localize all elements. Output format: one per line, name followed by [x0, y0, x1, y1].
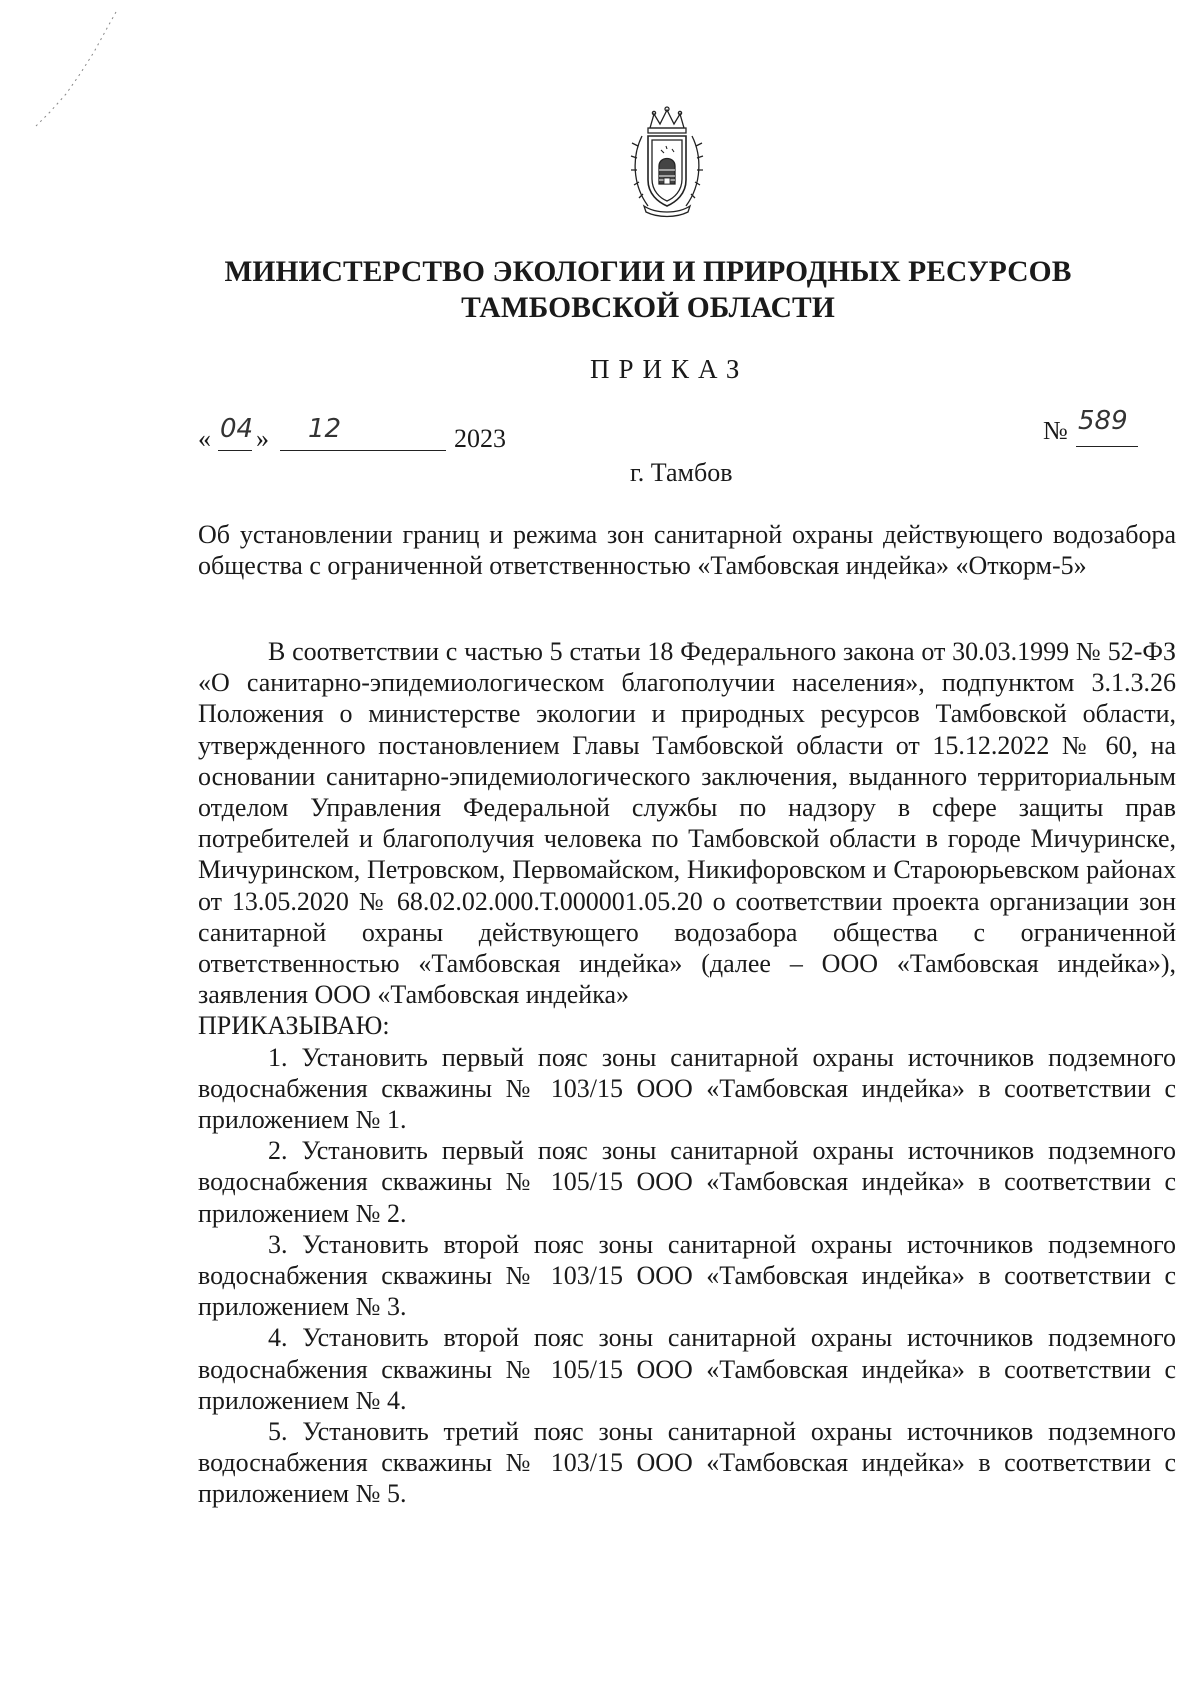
coat-of-arms-emblem	[628, 106, 706, 218]
order-item-2: 2. Установить первый пояс зоны санитарной охраны источников подземного водоснабжения скважины № 105/15 ООО «Тамбовская индейка» в соответствии с приложением № 2.	[198, 1136, 1176, 1228]
scan-artifact	[28, 8, 118, 128]
order-item-4: 4. Установить второй пояс зоны санитарной охраны источников подземного водоснабжения скважины № 105/15 ООО «Тамбовская индейка» в соответствии с приложением № 4.	[198, 1323, 1176, 1415]
document-subject: Об установлении границ и режима зон санитарной охраны действующего водозабора общества с ограниченной ответственностью «Тамбовская индейка» «Откорм-5»	[198, 520, 1176, 580]
ministry-name-line2: ТАМБОВСКОЙ ОБЛАСТИ	[461, 292, 835, 324]
number-label: №	[1043, 416, 1068, 445]
preamble-paragraph: В соответствии с частью 5 статьи 18 Федерального закона от 30.03.1999 № 52-ФЗ «О санитарно-эпидемиологическом благополучии населения», подпунктом 3.1.3.26 Положения о министерстве экологии и природных ресурсов Тамбовской области, утвержденного постановлением Главы Тамбовской области от 15.12.2022 № 60, на основании санитарно-эпидемиологического заключения, выданного территориальным отделом Управления Федеральной службы по надзору в сфере защиты прав потребителей и благополучия человека по Тамбовской области в городе Мичуринске, Мичуринском, Петровском, Первомайском, Никифоровском и Староюрьевском районах от 13.05.2020 № 68.02.02.000.Т.000001.05.20 о соответствии проекта организации зон санитарной охраны действующего водозабора общества с ограниченной ответственностью «Тамбовская индейка» (далее – ООО «Тамбовская индейка»), заявления ООО «Тамбовская индейка»	[198, 637, 1176, 1010]
order-item-1: 1. Установить первый пояс зоны санитарной охраны источников подземного водоснабжения скважины № 103/15 ООО «Тамбовская индейка» в соответствии с приложением № 1.	[198, 1042, 1176, 1135]
order-item-5: 5. Установить третий пояс зоны санитарной охраны источников подземного водоснабжения скважины № 103/15 ООО «Тамбовская индейка» в соответствии с приложением № 5.	[198, 1417, 1176, 1509]
date-month-handwritten: 12	[308, 414, 342, 444]
document-type-title: ПРИКАЗ	[590, 354, 749, 384]
order-word: ПРИКАЗЫВАЮ:	[198, 1011, 390, 1041]
document-date	[198, 414, 1098, 460]
date-quote-open: «	[198, 424, 211, 453]
date-day-handwritten: 04	[220, 414, 254, 444]
order-item-3: 3. Установить второй пояс зоны санитарной охраны источников подземного водоснабжения скважины № 103/15 ООО «Тамбовская индейка» в соответствии с приложением № 3.	[198, 1229, 1176, 1322]
ministry-name-line1: МИНИСТЕРСТВО ЭКОЛОГИИ И ПРИРОДНЫХ РЕСУРСОВ	[224, 256, 1072, 288]
document-number-handwritten: 589	[1078, 406, 1128, 436]
month-underline	[280, 420, 446, 451]
date-quote-close: »	[256, 424, 269, 453]
document-body	[198, 636, 1176, 1510]
date-year: 2023	[454, 424, 506, 453]
document-city: г. Тамбов	[630, 458, 733, 487]
